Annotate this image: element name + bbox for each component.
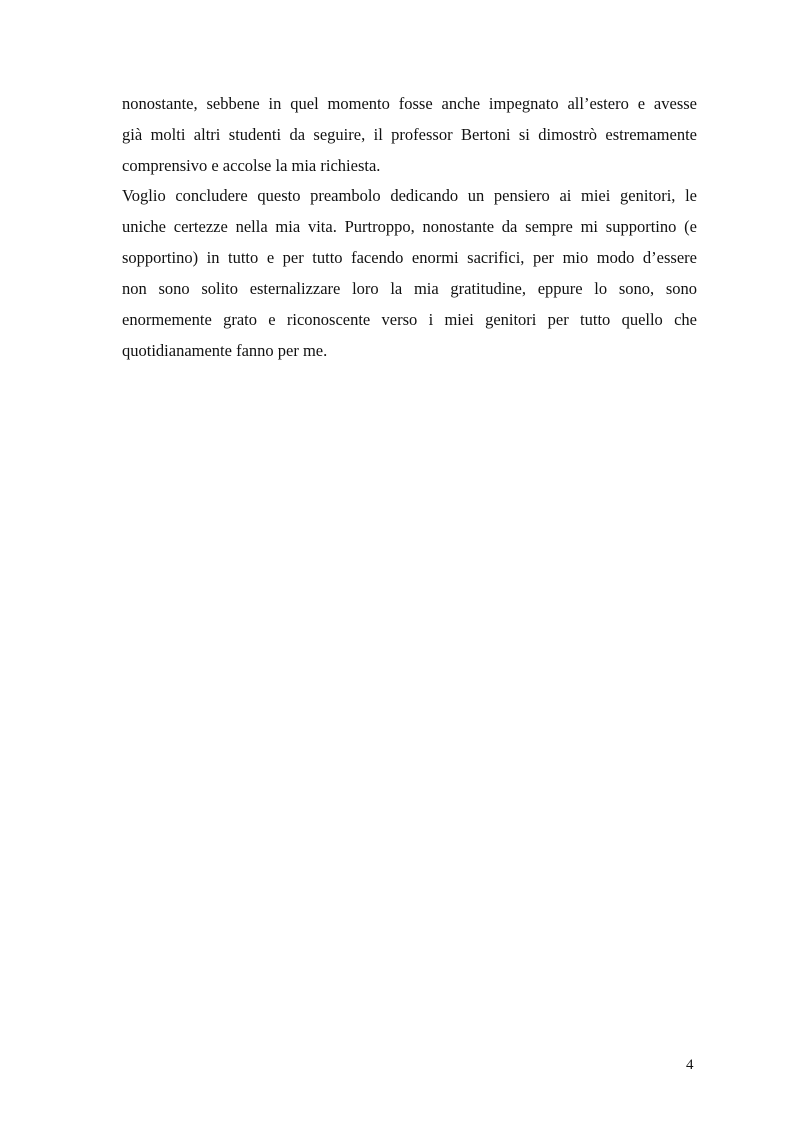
text-line: non sono solito esternalizzare loro la mia gratitudine, eppure lo sono, sono [122, 279, 697, 298]
text-line: nonostante, sebbene in quel momento fosse anche impegnato all’estero e avesse [122, 94, 697, 113]
text-line: enormemente grato e riconoscente verso i miei genitori per tutto quello che [122, 310, 697, 329]
text-line: Voglio concludere questo preambolo dedicando un pensiero ai miei genitori, le [122, 186, 697, 205]
text-line: quotidianamente fanno per me. [122, 341, 328, 360]
page-number: 4 [686, 1057, 694, 1073]
text-line: comprensivo e accolse la mia richiesta. [122, 156, 381, 175]
text-line: sopportino) in tutto e per tutto facendo enormi sacrifici, per mio modo d’essere [122, 248, 697, 267]
body-text [122, 94, 697, 361]
paragraph-1 [122, 94, 697, 176]
text-line: uniche certezze nella mia vita. Purtroppo, nonostante da sempre mi supportino (e [122, 217, 697, 236]
paragraph-2 [122, 186, 697, 361]
text-line: già molti altri studenti da seguire, il professor Bertoni si dimostrò estremamente [122, 125, 697, 144]
